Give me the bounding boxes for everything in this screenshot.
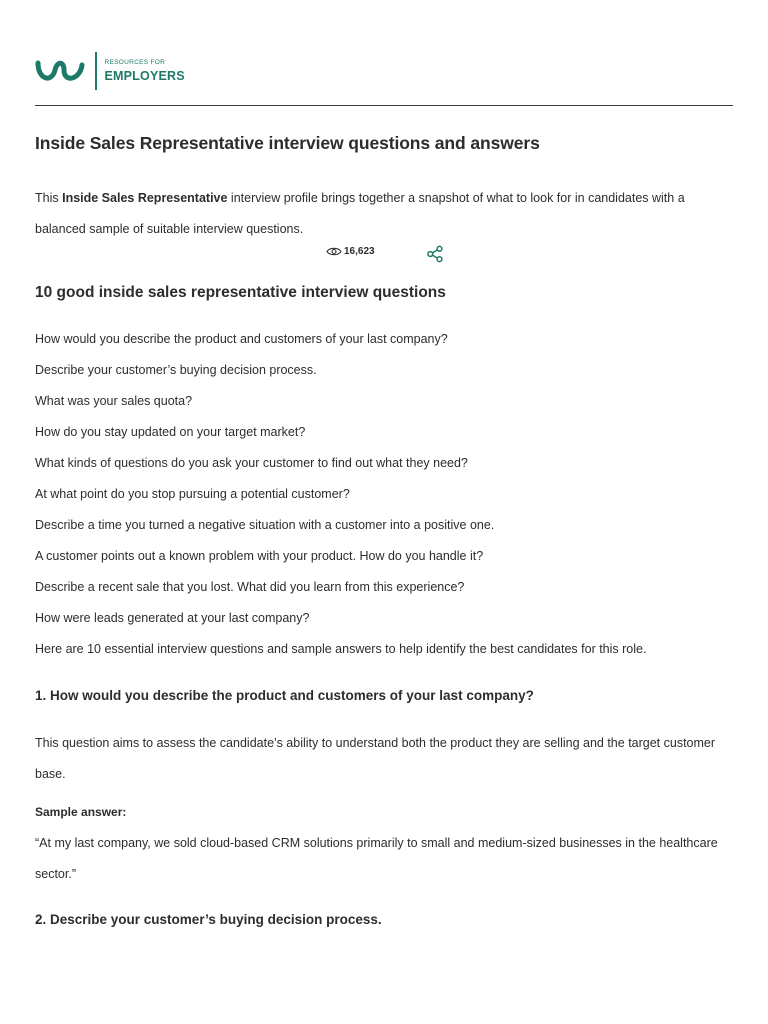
header-divider (35, 105, 733, 106)
section-title: 10 good inside sales representative interview questions (35, 284, 446, 301)
sample-answer-label: Sample answer: (35, 805, 127, 819)
intro-bold: Inside Sales Representative (62, 191, 228, 205)
list-item: Describe a time you turned a negative situation with a customer into a positive one. (35, 518, 495, 532)
view-count-value: 16,623 (344, 246, 375, 257)
intro-paragraph (35, 183, 735, 245)
eye-icon (326, 246, 342, 257)
wave-logo-icon[interactable] (35, 56, 85, 86)
list-item: How would you describe the product and customers of your last company? (35, 332, 448, 346)
logo-employers-text: EMPLOYERS (104, 68, 185, 83)
list-item: How were leads generated at your last company? (35, 611, 310, 625)
question-2-heading: 2. Describe your customer’s buying decision process. (35, 912, 382, 927)
logo-text[interactable] (105, 60, 185, 82)
intro-suffix: interview profile brings together a snapshot of what to look for in candidates with a balanced sample of suitable interview questions. (35, 191, 685, 236)
questions-list (35, 324, 735, 665)
question-1-description: This question aims to assess the candidate’s ability to understand both the product they are selling and the target customer base. (35, 736, 716, 781)
page-title: Inside Sales Representative interview questions and answers (35, 133, 540, 153)
logo-small-text: RESOURCES FOR (104, 59, 166, 66)
list-item: What was your sales quota? (35, 394, 193, 408)
list-item: Here are 10 essential interview questions and sample answers to help identify the best candidates for this role. (35, 642, 647, 656)
list-item: How do you stay updated on your target market? (35, 425, 306, 439)
share-icon[interactable] (426, 245, 444, 263)
list-item: Describe your customer’s buying decision process. (35, 363, 317, 377)
list-item: At what point do you stop pursuing a potential customer? (35, 487, 350, 501)
list-item: What kinds of questions do you ask your customer to find out what they need? (35, 456, 468, 470)
list-item: A customer points out a known problem with your product. How do you handle it? (35, 549, 484, 563)
site-header (35, 50, 185, 92)
intro-prefix: This (35, 191, 63, 205)
question-1-heading: 1. How would you describe the product and customers of your last company? (35, 688, 534, 703)
logo-divider (95, 52, 97, 90)
view-count (326, 246, 375, 257)
list-item: Describe a recent sale that you lost. What did you learn from this experience? (35, 580, 465, 594)
sample-answer-text: “At my last company, we sold cloud-based CRM solutions primarily to small and medium-sized businesses in the healthcare sector.” (35, 836, 718, 881)
